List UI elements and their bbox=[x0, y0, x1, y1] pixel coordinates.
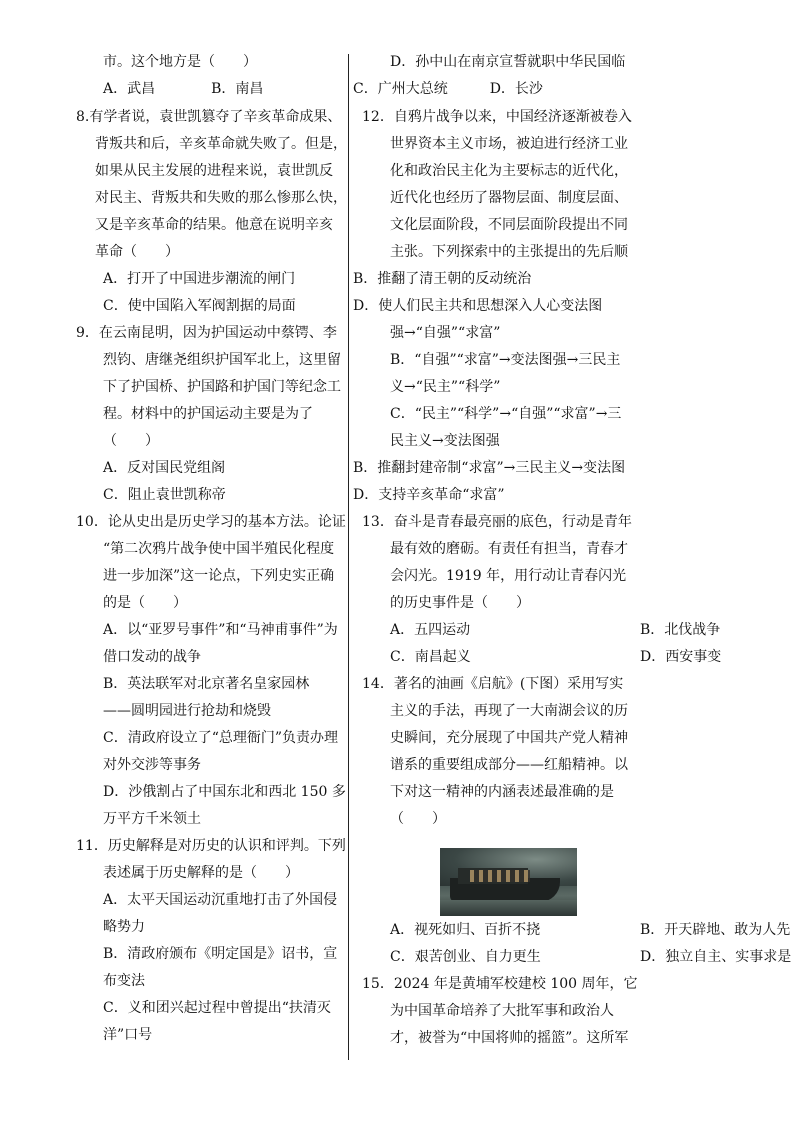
text-line: 10．论从史出是历史学习的基本方法。论证 bbox=[76, 514, 346, 530]
text-line: A．反对国民党组阁 bbox=[103, 460, 226, 476]
column-divider bbox=[348, 54, 349, 1060]
text-line: 9．在云南昆明，因为护国运动中蔡锷、李 bbox=[76, 325, 337, 341]
text-line: 进一步加深”这一论点，下列史实正确 bbox=[103, 568, 335, 584]
text-line: 15．2024 年是黄埔军校建校 100 周年，它 bbox=[362, 976, 638, 992]
text-line: 文化层面阶段，不同层面阶段提出不同 bbox=[390, 217, 628, 233]
text-line: A．打开了中国进步潮流的闸门 bbox=[103, 271, 296, 287]
text-line: C．义和团兴起过程中曾提出“扶清灭 bbox=[103, 1000, 331, 1016]
text-line: 表述属于历史解释的是（ ） bbox=[103, 865, 299, 881]
text-line: B．清政府颁布《明定国是》诏书，宣 bbox=[103, 946, 338, 962]
text-line: 8.有学者说，袁世凯篡夺了辛亥革命成果、 bbox=[76, 109, 342, 125]
text-line: D．使人们民主共和思想深入人心变法图 bbox=[353, 298, 603, 314]
text-line: 的是（ ） bbox=[103, 595, 187, 611]
text-line: A．视死如归、百折不挠 bbox=[390, 922, 541, 938]
text-line: C．南昌起义 bbox=[390, 649, 471, 665]
painting-lake bbox=[440, 900, 577, 916]
text-line: B．北伐战争 bbox=[640, 622, 721, 638]
text-line: 革命（ ） bbox=[95, 244, 179, 260]
text-line: 才，被誉为“中国将帅的摇篮”。这所军 bbox=[390, 1030, 629, 1046]
text-line: 12．自鸦片战争以来，中国经济逐渐被卷入 bbox=[362, 109, 632, 125]
text-line: A．武昌 B．南昌 bbox=[103, 81, 264, 97]
text-line: B．推翻了清王朝的反动统治 bbox=[353, 271, 532, 287]
text-line: 11．历史解释是对历史的认识和评判。下列 bbox=[76, 838, 346, 854]
text-line: B．开天辟地、敢为人先 bbox=[640, 922, 791, 938]
text-line: “第二次鸦片战争使中国半殖民化程度 bbox=[103, 541, 335, 557]
text-line: C．清政府设立了“总理衙门”负责办理 bbox=[103, 730, 339, 746]
text-line: 最有效的磨砺。有责任有担当，青春才 bbox=[390, 541, 628, 557]
text-line: 对民主、背叛共和失败的那么惨那么快， bbox=[95, 190, 347, 206]
text-line: D．独立自主、实事求是 bbox=[640, 949, 792, 965]
text-line: C．阻止袁世凯称帝 bbox=[103, 487, 226, 503]
text-line: B．“自强”“求富”→变法图强→三民主 bbox=[390, 352, 621, 368]
text-line: 13．奋斗是青春最亮丽的底色，行动是青年 bbox=[362, 514, 632, 530]
text-line: 如果从民主发展的进程来说，袁世凯反 bbox=[95, 163, 333, 179]
text-line: 会闪光。1919 年，用行动让青春闪光 bbox=[390, 568, 627, 584]
painting-figures bbox=[470, 870, 530, 882]
text-line: 强→“自强”“求富” bbox=[390, 325, 501, 341]
text-line: 为中国革命培养了大批军事和政治人 bbox=[390, 1003, 614, 1019]
text-line: 市。这个地方是（ ） bbox=[103, 54, 257, 70]
text-line: 烈钧、唐继尧组织护国军北上，这里留 bbox=[103, 352, 341, 368]
text-line: 世界资本主义市场，被迫进行经济工业 bbox=[390, 136, 628, 152]
text-line: （ ） bbox=[103, 433, 159, 449]
text-line: B．英法联军对北京著名皇家园林 bbox=[103, 676, 310, 692]
text-line: 又是辛亥革命的结果。他意在说明辛亥 bbox=[95, 217, 333, 233]
text-line: B．推翻封建帝制“求富”→三民主义→变法图 bbox=[353, 460, 626, 476]
text-line: 背叛共和后，辛亥革命就失败了。但是， bbox=[95, 136, 347, 152]
text-line: 近代化也经历了器物层面、制度层面、 bbox=[390, 190, 628, 206]
text-line: D．支持辛亥革命“求富” bbox=[353, 487, 505, 503]
text-line: C．使中国陷入军阀割据的局面 bbox=[103, 298, 296, 314]
text-line: A．太平天国运动沉重地打击了外国侵 bbox=[103, 892, 338, 908]
text-line: 主张。下列探索中的主张提出的先后顺 bbox=[390, 244, 628, 260]
painting-qihang-image bbox=[440, 848, 577, 916]
text-line: 布变法 bbox=[103, 973, 145, 989]
text-line: 化和政治民主化为主要标志的近代化， bbox=[390, 163, 628, 179]
text-line: （ ） bbox=[390, 811, 446, 827]
text-line: 民主义→变法图强 bbox=[390, 433, 500, 449]
text-line: 史瞬间，充分展现了中国共产党人精神 bbox=[390, 730, 628, 746]
text-line: D．孙中山在南京宣誓就职中华民国临 bbox=[390, 54, 626, 70]
text-line: C．“民主”“科学”→“自强”“求富”→三 bbox=[390, 406, 622, 422]
text-line: D．西安事变 bbox=[640, 649, 722, 665]
text-line: C．广州大总统 D．长沙 bbox=[353, 81, 543, 97]
text-line: 洋”口号 bbox=[103, 1027, 153, 1043]
text-line: 义→“民主”“科学” bbox=[390, 379, 501, 395]
text-line: A．以“亚罗号事件”和“马神甫事件”为 bbox=[103, 622, 338, 638]
text-line: A．五四运动 bbox=[390, 622, 471, 638]
text-line: C．艰苦创业、自力更生 bbox=[390, 949, 541, 965]
text-line: 谱系的重要组成部分——红船精神。以 bbox=[390, 757, 628, 773]
text-line: D．沙俄割占了中国东北和西北 150 多 bbox=[103, 784, 346, 800]
text-line: 下对这一精神的内涵表述最准确的是 bbox=[390, 784, 614, 800]
text-line: ——圆明园进行抢劫和烧毁 bbox=[103, 703, 271, 719]
text-line: 略势力 bbox=[103, 919, 145, 935]
text-line: 借口发动的战争 bbox=[103, 649, 201, 665]
text-line: 的历史事件是（ ） bbox=[390, 595, 530, 611]
text-line: 万平方千米领土 bbox=[103, 811, 201, 827]
text-line: 主义的手法，再现了一大南湖会议的历 bbox=[390, 703, 628, 719]
text-line: 程。材料中的护国运动主要是为了 bbox=[103, 406, 313, 422]
text-line: 14．著名的油画《启航》(下图）采用写实 bbox=[362, 676, 624, 692]
text-line: 下了护国桥、护国路和护国门等纪念工 bbox=[103, 379, 341, 395]
text-line: 对外交涉等事务 bbox=[103, 757, 201, 773]
